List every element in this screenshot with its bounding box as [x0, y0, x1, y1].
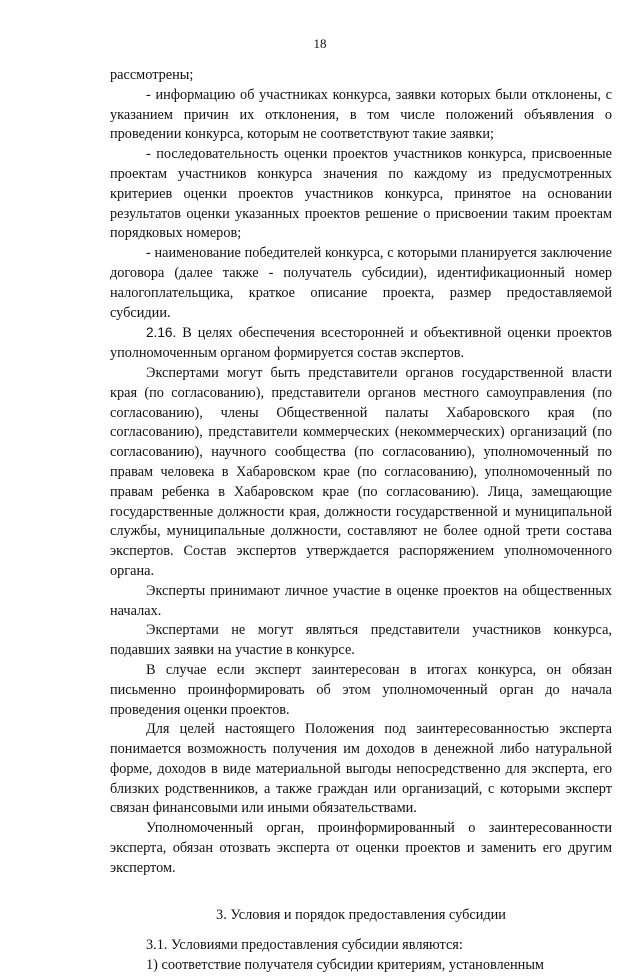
paragraph — [110, 621, 612, 661]
paragraph-text: В случае если эксперт заинтересован в итогах конкурса, он обязан письменно проинформировать об этом уполномоченный орган до начала проведения оценки проектов. — [110, 661, 612, 718]
paragraph-text: 1) соответствие получателя субсидии критериям, установленным — [146, 957, 544, 974]
paragraph-text: рассмотрены; — [110, 67, 194, 83]
paragraph-text: - наименование победителей конкурса, с которыми планируется заключение договора (далее также - получатель субсидии), идентификационный номер налогоплательщика, краткое описание проекта, размер предоставляемой субсидии. — [110, 245, 612, 321]
paragraph — [110, 66, 612, 86]
paragraph-text: - информацию об участниках конкурса, заявки которых были отклонены, с указанием причин их отклонения, в том числе положений объявления о проведении конкурса, которым не соответствуют такие заявки; — [110, 86, 612, 143]
paragraph-text: В целях обеспечения всесторонней и объективной оценки проектов уполномоченным органом формируется состав экспертов. — [110, 325, 612, 362]
paragraph-text: Для целей настоящего Положения под заинтересованностью эксперта понимается возможность получения им доходов в денежной либо натуральной форме, доходов в виде материальной выгоды непосредственно для эксперта, его близких родственников, а также граждан или организаций, с которыми эксперт связан финансовыми или иными обязательствами. — [110, 721, 612, 817]
paragraph — [110, 145, 612, 244]
paragraph — [110, 582, 612, 622]
paragraph — [110, 661, 612, 720]
paragraph-text: Экспертами не могут являться представители участников конкурса, подавших заявки на участие в конкурсе. — [110, 622, 612, 659]
page-number: 18 — [313, 36, 327, 51]
paragraph-text: 3.1. Условиями предоставления субсидии являются: — [146, 937, 463, 954]
document-body — [110, 66, 612, 976]
section-spacer — [110, 879, 612, 906]
paragraph — [110, 244, 612, 323]
paragraph — [110, 819, 612, 878]
paragraph — [110, 323, 612, 364]
paragraph — [110, 936, 612, 956]
clause-number: 2.16. — [146, 325, 177, 341]
paragraph — [110, 86, 612, 145]
paragraph-text: Экспертами могут быть представители органов государственной власти края (по согласованию), представители органов местного самоуправления (по согласованию), члены Общественной палаты Хабаровского края (по согласованию), представители коммерческих (некоммерческих) организаций (по согласованию), научного сообщества (по согласованию), уполномоченный по правам человека в Хабаровском крае (по согласованию), уполномоченный по правам ребенка в Хабаровском крае (по согласованию). Лица, замещающие государственные должности края, должности государственной и муниципальной службы, муниципальные должности, составляют не более одной трети состава экспертов. Состав экспертов утверждается распоряжением уполномоченного органа. — [110, 364, 612, 579]
paragraph — [110, 364, 612, 582]
paragraph-text: - последовательность оценки проектов участников конкурса, присвоенные проектам участников конкурса значения по каждому из предусмотренных критериев оценки проектов участников конкурса, принятое на основании результатов оценки указанных проектов решение о присвоении таким проектам порядковых номеров; — [110, 146, 612, 242]
paragraph-text: Уполномоченный орган, проинформированный о заинтересованности эксперта, обязан отозвать эксперта от оценки проектов и заменить его другим экспертом. — [110, 820, 612, 876]
paragraph — [110, 720, 612, 819]
section-title: 3. Условия и порядок предоставления субсидии — [216, 906, 506, 923]
paragraph-text: Эксперты принимают личное участие в оценке проектов на общественных началах. — [110, 582, 612, 619]
paragraph — [110, 956, 612, 976]
